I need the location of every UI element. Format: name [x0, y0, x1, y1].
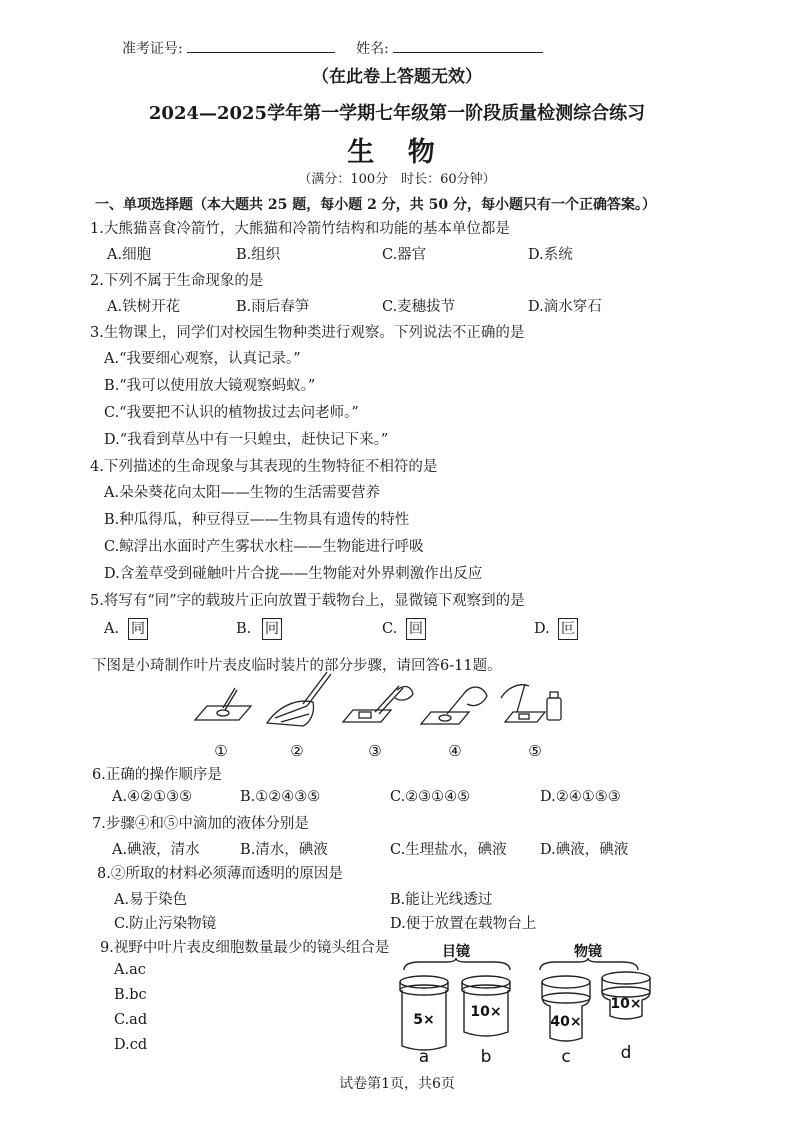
q4-option-a: A.朵朵葵花向太阳——生物的生活需要营养: [104, 485, 381, 501]
eyepiece-label: 目镜: [442, 944, 470, 960]
question-7-stem: 7.步骤④和⑤中滴加的液体分别是: [92, 816, 309, 832]
q3-option-d: D.“我看到草丛中有一只蝗虫，赶快记下来。”: [104, 432, 389, 448]
q4-option-d: D.含羞草受到碰触叶片合拢——生物能对外界刺激作出反应: [104, 566, 483, 582]
q4-option-b: B.种瓜得瓜，种豆得豆——生物具有遗传的特性: [104, 512, 410, 528]
q7-option-a: A.碘液，清水: [112, 842, 200, 858]
step-label-3: ③: [368, 742, 382, 760]
step-1-illustration: [195, 688, 251, 720]
q8-option-c: C.防止污染物镜: [114, 916, 217, 932]
step-label-2: ②: [290, 742, 304, 760]
lens-a-mag: 5×: [413, 1012, 435, 1028]
question-5-stem: 5.将写有“同”字的载玻片正向放置于载物台上，显微镜下观察到的是: [90, 593, 525, 609]
q9-option-c: C.ad: [114, 1012, 148, 1028]
q2-option-c: C.麦穗拔节: [382, 299, 456, 315]
exam-header-fields: [122, 38, 543, 58]
step-3-illustration: [343, 686, 413, 722]
q3-option-c: C.“我要把不认识的植物拔过去问老师。”: [104, 405, 359, 421]
q1-option-c: C.器官: [382, 247, 427, 263]
step-label-5: ⑤: [528, 742, 542, 760]
q5-option-b: B.: [236, 621, 252, 637]
exam-id-label: 准考证号:: [122, 41, 183, 57]
question-6-stem: 6.正确的操作顺序是: [92, 767, 222, 783]
q3-option-a: A.“我要细心观察，认真记录。”: [104, 351, 301, 367]
q6-option-d: D.②④①⑤③: [540, 789, 621, 805]
question-9-stem: 9.视野中叶片表皮细胞数量最少的镜头组合是: [100, 940, 390, 956]
q6-option-c: C.②③①④⑤: [390, 789, 471, 805]
step-label-1: ①: [214, 742, 228, 760]
q2-option-d: D.滴水穿石: [528, 299, 602, 315]
page-footer: 试卷第1页，共6页: [339, 1076, 455, 1092]
q5-option-c: C.: [382, 621, 398, 637]
lens-a-letter: a: [418, 1047, 430, 1067]
score-time: （满分：100分 时长：60分钟）: [298, 172, 496, 187]
q2-option-b: B.雨后春笋: [236, 299, 310, 315]
figure-intro: 下图是小琦制作叶片表皮临时装片的部分步骤，请回答6-11题。: [92, 658, 502, 674]
question-3-stem: 3.生物课上，同学们对校园生物种类进行观察。下列说法不正确的是: [90, 325, 525, 341]
q1-option-d: D.系统: [528, 247, 573, 263]
subject-title: 生 物: [347, 137, 447, 168]
glyph-option-d: 叵: [558, 618, 578, 640]
q5-option-a: A.: [104, 621, 120, 637]
lens-b-mag: 10×: [470, 1004, 502, 1020]
question-1-stem: 1.大熊猫喜食冷箭竹，大熊猫和冷箭竹结构和功能的基本单位都是: [90, 221, 510, 237]
q5-option-d: D.: [534, 621, 550, 637]
objective-label: 物镜: [574, 944, 602, 960]
q2-option-a: A.铁树开花: [107, 299, 181, 315]
question-8-stem: 8.②所取的材料必须薄而透明的原因是: [97, 866, 343, 882]
q9-option-b: B.bc: [114, 987, 147, 1003]
q3-option-b: B.“我可以使用放大镜观察蚂蚁。”: [104, 378, 316, 394]
lens-d-letter: d: [620, 1043, 632, 1063]
step-5-illustration: [501, 684, 561, 722]
invalid-notice: （在此卷上答题无效）: [312, 67, 482, 87]
q8-option-a: A.易于染色: [114, 892, 188, 908]
lens-c-mag: 40×: [550, 1014, 582, 1030]
question-2-stem: 2.下列不属于生命现象的是: [90, 273, 264, 289]
q7-option-d: D.碘液，碘液: [540, 842, 629, 858]
slide-steps-figure: [185, 668, 575, 764]
step-4-illustration: [421, 687, 487, 724]
lens-c-objective: [542, 976, 590, 1041]
section-heading: 一、单项选择题（本大题共 25 题，每小题 2 分，共 50 分，每小题只有一个正确答案。）: [95, 197, 656, 213]
q6-option-a: A.④②①③⑤: [112, 789, 193, 805]
name-label: 姓名:: [356, 41, 389, 57]
lens-d-mag: 10×: [610, 996, 642, 1012]
q9-option-d: D.cd: [114, 1037, 148, 1053]
q7-option-b: B.清水，碘液: [240, 842, 328, 858]
q8-option-d: D.便于放置在载物台上: [390, 916, 537, 932]
name-blank: [393, 38, 543, 53]
lens-b-letter: b: [480, 1047, 492, 1067]
exam-title: 2024—2025学年第一学期七年级第一阶段质量检测综合练习: [148, 103, 646, 124]
q7-option-c: C.生理盐水，碘液: [390, 842, 507, 858]
lens-c-letter: c: [561, 1047, 571, 1067]
microscope-lens-figure: [390, 938, 660, 1068]
q1-option-b: B.组织: [236, 247, 281, 263]
q9-option-a: A.ac: [114, 962, 146, 978]
q6-option-b: B.①②④③⑤: [240, 789, 321, 805]
step-label-4: ④: [448, 742, 462, 760]
glyph-option-c: 回: [406, 618, 426, 640]
glyph-option-a: 同: [128, 618, 148, 640]
q4-option-c: C.鲸浮出水面时产生雾状水柱——生物能进行呼吸: [104, 539, 424, 555]
glyph-option-b: 冋: [262, 618, 282, 640]
exam-id-blank: [187, 38, 335, 53]
step-2-illustration: [267, 672, 331, 726]
q8-option-b: B.能让光线透过: [390, 892, 493, 908]
question-4-stem: 4.下列描述的生命现象与其表现的生物特征不相符的是: [90, 459, 438, 475]
q1-option-a: A.细胞: [107, 247, 152, 263]
